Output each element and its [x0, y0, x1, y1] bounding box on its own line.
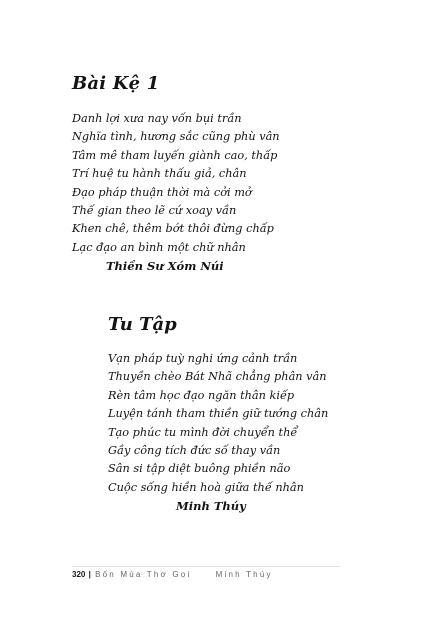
poem-1-line: Đạo pháp thuận thời mà cởi mở [72, 185, 252, 199]
poem-1-line: Nghĩa tình, hương sắc cũng phù vân [72, 130, 280, 144]
poem-1-line: Khen chê, thêm bớt thôi đừng chấp [72, 222, 274, 236]
poem-2-author: Minh Thúy [176, 499, 246, 514]
poem-2-line: Tạo phúc tu mình đời chuyển thể [108, 425, 298, 439]
poem-1-line: Lạc đạo an bình một chữ nhân [72, 240, 246, 254]
book-title: Bốn Mùa Thơ Gọi [95, 570, 192, 579]
poem-2-line: Cuộc sống hiền hoà giữa thế nhân [108, 480, 304, 494]
page-footer [72, 570, 273, 579]
poem-1-line: Tâm mê tham luyến giành cao, thấp [72, 148, 278, 162]
poem-2-line: Gầy công tích đức số thay vần [108, 443, 281, 457]
book-author: Minh Thúy [215, 570, 273, 579]
poem-1-body [72, 110, 280, 275]
poem-2-line: Luyện tánh tham thiền giữ tướng chân [108, 407, 329, 421]
poem-2-line: Thuyền chèo Bát Nhã chẳng phân vân [108, 370, 327, 384]
footer-separator: | [88, 570, 91, 579]
poem-1-author: Thiền Sư Xóm Núi [106, 259, 224, 274]
poem-1-line: Danh lợi xưa nay vốn bụi trần [72, 112, 242, 125]
poem-2-line: Sân si tập diệt buông phiền não [108, 462, 291, 476]
poem-1-title: Bài Kệ 1 [72, 73, 160, 94]
poem-2-line: Vạn pháp tuỳ nghi ứng cảnh trần [108, 352, 298, 365]
poem-2-title: Tu Tập [108, 314, 177, 335]
poem-2-body [108, 350, 328, 515]
poem-1-line: Thế gian theo lẽ cứ xoay vần [72, 203, 237, 217]
poem-2-line: Rèn tâm học đạo ngăn thân kiếp [108, 388, 295, 402]
poem-1-line: Trí huệ tu hành thấu giả, chân [72, 167, 247, 181]
page-number: 320 [72, 570, 86, 579]
footer-divider [72, 566, 340, 567]
